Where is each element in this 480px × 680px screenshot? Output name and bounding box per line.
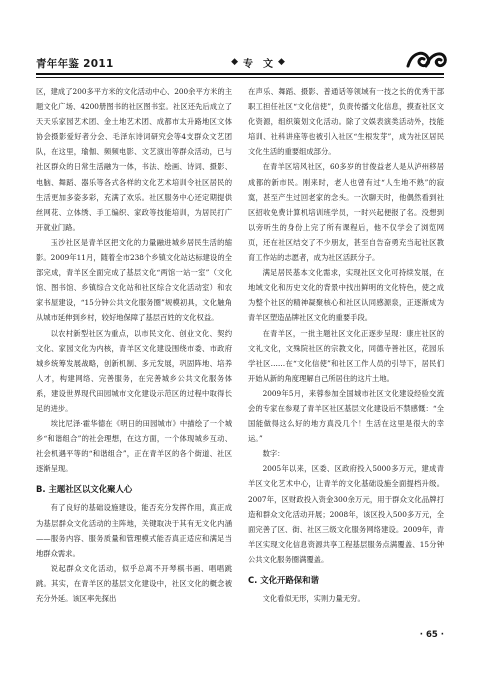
paragraph: 说起群众文化活动，似乎总离不开琴棋书画、唱唱跳跳。其实，在青羊区的基层文化建设中，社区文化的概念被充分外延。该区率先探出 (36, 563, 232, 603)
diamond-right-icon: ◆ (278, 57, 285, 67)
paragraph: 以农村新型社区为重点，以市民文化、创业文化、契约文化、家园文化为内核，青羊区文化建设围绕市委、市政府城乡统筹发展战略，创新机制、多元发展，巩固阵地、培养人才，构建网络、完善服务，在完善城乡公共文化服务体系，建设世界现代田园城市文化建设示范区的过程中取得长足的进步。 (36, 328, 232, 413)
swirl-logo-icon (404, 46, 448, 72)
page-header (36, 54, 444, 72)
right-column (248, 84, 444, 606)
paragraph: 文化看似无形，实则力量无穷。 (262, 594, 365, 603)
paragraph: 在青羊区，一批主题社区文化正逐步呈现：康庄社区的文礼文化，文殊院社区的宗教文化，同德寺善社区，花园乐学社区……在“文化信使”和社区工作人员的引导下，居民们开始从新的角度理解自己所居住的这片土地。 (248, 328, 444, 383)
header-rule-thick (36, 73, 444, 75)
diamond-left-icon: ◆ (231, 57, 238, 67)
paragraph: 有了良好的基础设施建设，能否充分发挥作用，真正成为基层群众文化活动的主阵地，关键取决于其有无文化内涵——服务内容、服务质量和管理模式能否真正适应和满足当地群众需求。 (36, 503, 232, 558)
header-rule-thin (36, 77, 444, 78)
journal-title: 青年年鉴 2011 (36, 58, 114, 70)
paragraph: 在青羊区培风社区，60多岁的甘俊益老人是从泸州移居成都的新市民。刚来时，老人也曾有过“人生地不熟”的寂寞，甚至产生过回老家的念头。一次聊天时，他偶然看到社区招收免费计算机培训班学员，一时兴起便报了名。没想到以旁听生的身份上完了所有课程后，他不仅学会了浏览网页，还在社区结交了不少朋友，甚至自告奋勇充当起社区教育工作站的志愿者，成为社区活跃分子。 (248, 162, 444, 263)
paragraph: 在声乐、舞蹈、摄影、普通话等领域有一技之长的优秀干部职工担任社区“文化信使”，负责传播文化信息，摸查社区文化资源，组织策划文化活动。除了文娱表演类活动外，技能培训、社科讲座等也被引入社区“生根发芽”，成为社区居民文化生活的重要组成部分。 (248, 87, 444, 157)
section-title: 专 文 (243, 58, 273, 70)
paragraph: 数字： (262, 449, 285, 459)
section-heading-c: C. 文化开路保和谐 (248, 575, 319, 585)
paragraph: 满足居民基本文化需求，实现社区文化可持续发展，在地域文化和历史文化的背景中找出鲜明的文化特色，使之成为整个社区的精神凝聚核心和社区认同感源泉，正逐渐成为青羊区塑造品牌社区文化的重要手段。 (248, 268, 444, 323)
paragraph: 区，建成了200多平方米的文化活动中心、200余平方米的主题文化广场、4200册图书的社区图书室。社区还先后成立了天天乐家园艺术团、金土地艺术团、成都市太升路地区文体协会摄影爱好者分会、毛泽东诗词研究会等4支群众文艺团队，在这里，瑜伽、频频电影、文艺演出等群众活动，已与社区群众的日常生活融为一体，书法、绘画、诗词、摄影、电脑、舞蹈、器乐等各式各样的文化艺术培训令社区居民的生活更加多姿多彩，充满了欢乐。社区服务中心还定期提供丝网花、立体绣、手工编织、家政等技能培训，为居民打广开就业门路。 (36, 87, 232, 232)
section-heading-b: B. 主题社区以文化聚人心 (36, 484, 133, 495)
paragraph: 2009年5月，来蓉参加全国城市社区文化建设经验交流会的专家在参观了青羊区社区基层文化建设后不禁感慨：“全国能做得这么好的地方真没几个！生活在这里是很大的幸运。” (248, 388, 444, 444)
page-number: · 65 · (419, 630, 444, 640)
paragraph: 埃比尼泽·霍华德在《明日的田园城市》中描绘了一个城乡“和谐组合”的社会理想，在这方面，一个体现城乡互动、社会机遇平等的“和谐组合”，正在青羊区的各个街道、社区逐渐呈现。 (36, 419, 232, 474)
paragraph: 2005年以来，区委、区政府投入5000多万元，建成青羊区文化艺术中心，让青羊的文化基础设施全面提档升级。2007年，区财政投入资金300余万元，用于群众文化品牌打造和群众文化活动开展；2008年，该区投入500多万元，全面完善了区、街、社区三级文化服务网络建设。2009年，青羊区实现文化信息资源共享工程基层服务点满覆盖、15分钟公共文化服务圈满覆盖。 (248, 464, 444, 564)
section-label (211, 55, 305, 69)
paragraph: 玉沙社区是青羊区把文化的力量融进城乡居民生活的缩影。2009年11月，随着全市238个乡镇文化站达标建设的全部完成，青羊区全面完成了基层文化“两馆一站一室”（文化馆、图书馆、乡镇综合文化站和社区综合文化活动室）和农家书屋建设，“15分钟公共文化服务圈”规模初具，文化触角从城市延伸到乡村，较好地保障了基层百姓的文化权益。 (36, 237, 232, 323)
left-column (36, 84, 232, 606)
